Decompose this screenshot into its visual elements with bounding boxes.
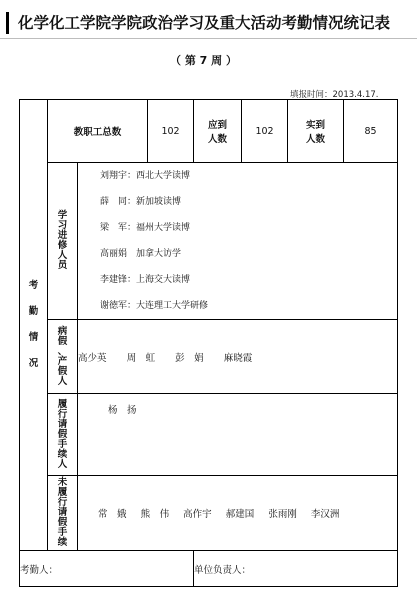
leader-cell [194,551,398,587]
label-char: 病 [57,325,68,337]
absent-person: 李汉洲 [310,509,340,520]
actual-value: 85 [344,100,398,163]
staff-total-value: 102 [148,100,194,163]
actual-label-line: 实到 [306,120,326,131]
label-char: 习 [57,220,68,231]
study-abroad-list [78,163,398,320]
study-abroad-row [20,163,398,320]
label-char: 请 [57,507,68,518]
label-char: 进 [57,230,68,241]
absent-person: 熊 伟 [140,509,170,520]
label-char: 续 [57,448,68,460]
side-char: 情 [28,332,39,343]
label-char: 履 [57,398,68,410]
side-char: 考 [28,280,39,291]
header-divider [0,38,417,39]
page-title: 化学化工学院学院政治学习及重大活动考勤情况统记表 [18,13,391,32]
expected-label-line: 人数 [208,134,228,145]
checker-label: 考勤人： [20,564,59,576]
leave-person: 彭 娟 [175,352,204,364]
page-title-block [6,10,411,36]
leave-person: 麻晓霞 [223,352,253,364]
absent-person: 高作宇 [183,509,212,520]
study-person: 薛 同：新加坡读博 [100,197,182,207]
fill-date: 填报时间：2013.4.17. [290,90,379,100]
signature-row [20,551,398,587]
label-char: 假 [57,517,68,528]
label-char: 手 [57,438,68,450]
leave-not-approved-label [48,476,78,551]
week-label: （ 第 7 周 ） [170,54,237,67]
study-person: 谢徳军：大连理工大学研修 [100,301,209,311]
label-char: 假 [57,365,68,377]
absent-person: 常 娥 [98,509,127,520]
expected-label-line: 应到 [208,120,228,131]
label-char: 人 [57,458,68,470]
label-char: 行 [57,408,68,420]
label-char: 产 [57,355,68,367]
label-char: 履 [57,487,68,498]
expected-value: 102 [242,100,288,163]
label-char: 假 [57,335,68,347]
new-leave-list [78,320,398,394]
leave-approved-list [78,394,398,476]
study-person: 李建锋：上海交大读博 [100,275,191,285]
leave-approved-row [20,394,398,476]
label-char: 学 [57,210,68,221]
title-left-marker [6,12,9,34]
actual-label-line: 人数 [306,134,326,145]
study-person: 梁 军：福州大学读博 [100,223,191,233]
absent-person: 张雨刚 [268,509,297,520]
leave-person: 周 虹 [126,352,156,364]
label-char: 修 [57,240,68,251]
leave-not-approved-list [78,476,398,551]
staff-total-label: 教职工总数 [48,100,148,163]
label-char: 、 [57,345,68,357]
study-person: 刘翔宇：西北大学读博 [100,171,191,181]
attendance-side-label [20,100,48,551]
checker-cell [20,551,194,587]
side-char: 况 [28,358,39,369]
actual-label [288,100,344,163]
label-char: 人 [57,375,68,387]
label-char: 人 [57,250,68,261]
expected-label [194,100,242,163]
label-char: 续 [57,537,68,548]
label-char: 员 [57,260,68,271]
leave-person: 高少英 [78,352,107,364]
new-leave-row [20,320,398,394]
leader-label: 单位负责人： [194,564,252,576]
label-char: 请 [57,418,68,430]
label-char: 未 [57,477,68,488]
label-char: 手 [57,527,68,538]
leave-approved-label [48,394,78,476]
label-char: 假 [57,428,68,440]
study-person: 高丽娟 加拿大访学 [100,249,182,259]
attendance-table [19,99,398,587]
leave-not-approved-row [20,476,398,551]
counts-row [20,100,398,163]
new-leave-label [48,320,78,394]
study-abroad-label [48,163,78,320]
approved-person: 杨 扬 [108,405,137,416]
label-char: 行 [57,497,68,508]
side-char: 勤 [28,306,39,317]
absent-person: 郝建国 [225,509,255,520]
